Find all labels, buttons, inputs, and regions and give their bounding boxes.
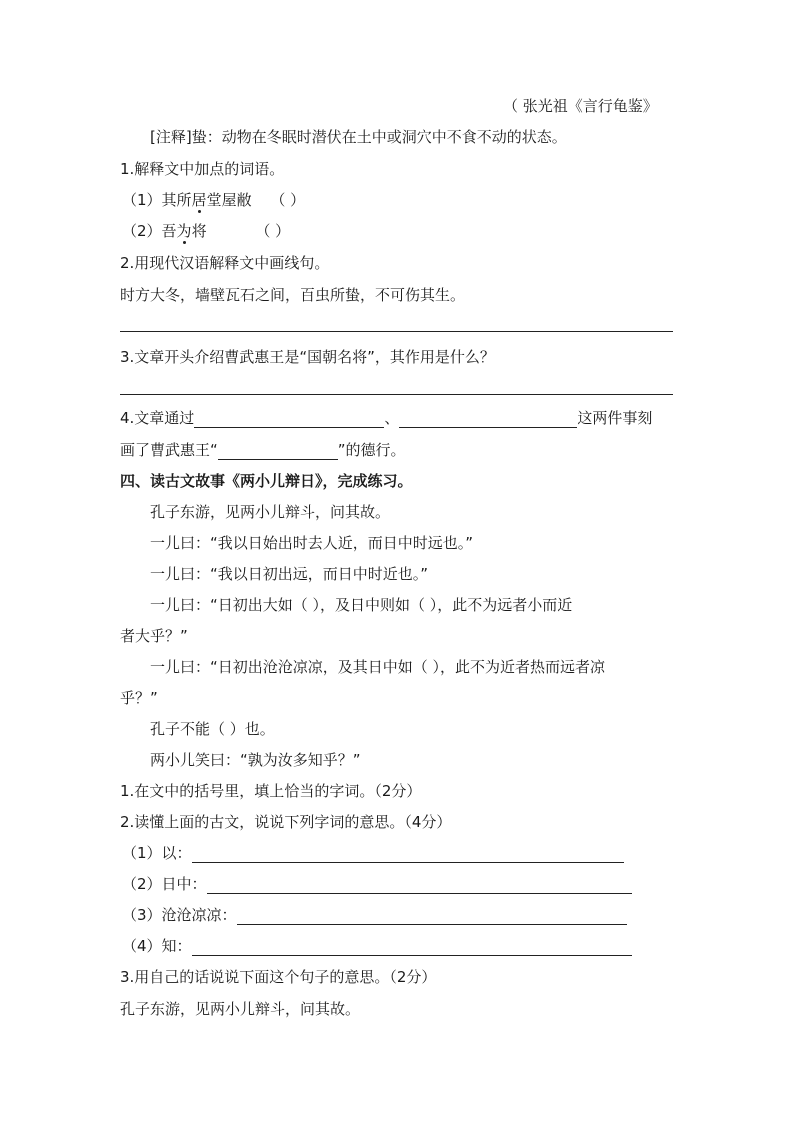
answer-line[interactable] (120, 331, 673, 332)
question-3-2-sentence: 时方大冬，墙壁瓦石之间，百虫所蛰，不可伤其生。 (120, 286, 466, 304)
q4-text-c2: ”的德行。 (337, 441, 406, 459)
answer-blank[interactable] (237, 908, 627, 925)
answer-blank-3[interactable] (218, 443, 338, 460)
q4-separator: 、 (384, 409, 400, 427)
passage-line-6: 孔子不能（ ）也。 (150, 720, 275, 738)
question-3-3: 3.文章开头介绍曹武惠王是“国朝名将”，其作用是什么？ (120, 348, 495, 366)
answer-blank[interactable] (192, 939, 632, 956)
item-label: （3）沧沧凉凉： (122, 906, 237, 924)
q4-text-c1: 画了曹武惠王“ (120, 441, 218, 459)
passage-line-3: 一儿曰：“我以日初出远，而日中时近也。” (150, 565, 429, 583)
question-3-1: 1.解释文中加点的词语。 (120, 160, 285, 178)
passage-line-5: 一儿曰：“日初出沧沧凉凉，及其日中如（ ），此不为近者热而远者凉 (150, 658, 606, 676)
dotted-word-wei: 为 (176, 222, 192, 240)
question-3-1-item-2 (122, 221, 290, 241)
answer-line[interactable] (120, 394, 673, 395)
passage-line-5-cont: 乎？” (120, 689, 158, 707)
item-label: （1）以： (122, 844, 192, 862)
item-1-suffix: 堂屋敝 (206, 191, 252, 209)
answer-blank-1[interactable] (194, 411, 384, 428)
dotted-word-ju: 居 (191, 191, 207, 209)
question-4-2-item-2 (122, 874, 632, 894)
question-4-2: 2.读懂上面的古文，说说下列字词的意思。（4分） (120, 813, 452, 831)
passage-line-2: 一儿曰：“我以日始出时去人近，而日中时远也。” (150, 534, 474, 552)
question-4-2-item-1 (122, 843, 624, 863)
passage-line-7: 两小儿笑曰：“孰为汝多知乎？” (150, 751, 361, 769)
answer-paren: （ ） (270, 191, 306, 209)
source-citation: （ 张光祖《言行龟鉴》 (503, 97, 658, 115)
item-label: （2）日中： (122, 875, 207, 893)
item-2-suffix: 将 (191, 222, 207, 240)
question-4-2-item-3 (122, 905, 627, 925)
question-3-1-item-1 (122, 190, 305, 210)
answer-blank[interactable] (207, 877, 632, 894)
question-4-2-item-4 (122, 936, 632, 956)
passage-line-1: 孔子东游，见两小儿辩斗，问其故。 (150, 503, 391, 521)
question-4-1: 1.在文中的括号里，填上恰当的字词。（2分） (120, 782, 422, 800)
answer-paren: （ ） (255, 222, 291, 240)
annotation-note: [注释]蛰：动物在冬眠时潜伏在土中或洞穴中不食不动的状态。 (150, 128, 567, 146)
item-label: （4）知： (122, 937, 192, 955)
question-3-2: 2.用现代汉语解释文中画线句。 (120, 254, 330, 272)
question-3-4 (120, 408, 652, 428)
question-4-3: 3.用自己的话说说下面这个句子的意思。（2分） (120, 968, 437, 986)
question-3-4-cont (120, 440, 406, 460)
item-2-prefix: （2）吾 (122, 222, 177, 240)
answer-blank-2[interactable] (399, 411, 577, 428)
q4-text-b: 这两件事刻 (577, 409, 653, 427)
q4-text-a: 4.文章通过 (120, 409, 195, 427)
section-4-heading: 四、读古文故事《两小儿辩日》，完成练习。 (120, 472, 413, 490)
item-1-prefix: （1）其所 (122, 191, 192, 209)
answer-blank[interactable] (192, 846, 624, 863)
passage-line-4: 一儿曰：“日初出大如（ ），及日中则如（ ），此不为远者小而近 (150, 596, 573, 614)
question-4-3-sentence: 孔子东游，见两小儿辩斗，问其故。 (120, 1000, 361, 1018)
passage-line-4-cont: 者大乎？” (120, 627, 188, 645)
